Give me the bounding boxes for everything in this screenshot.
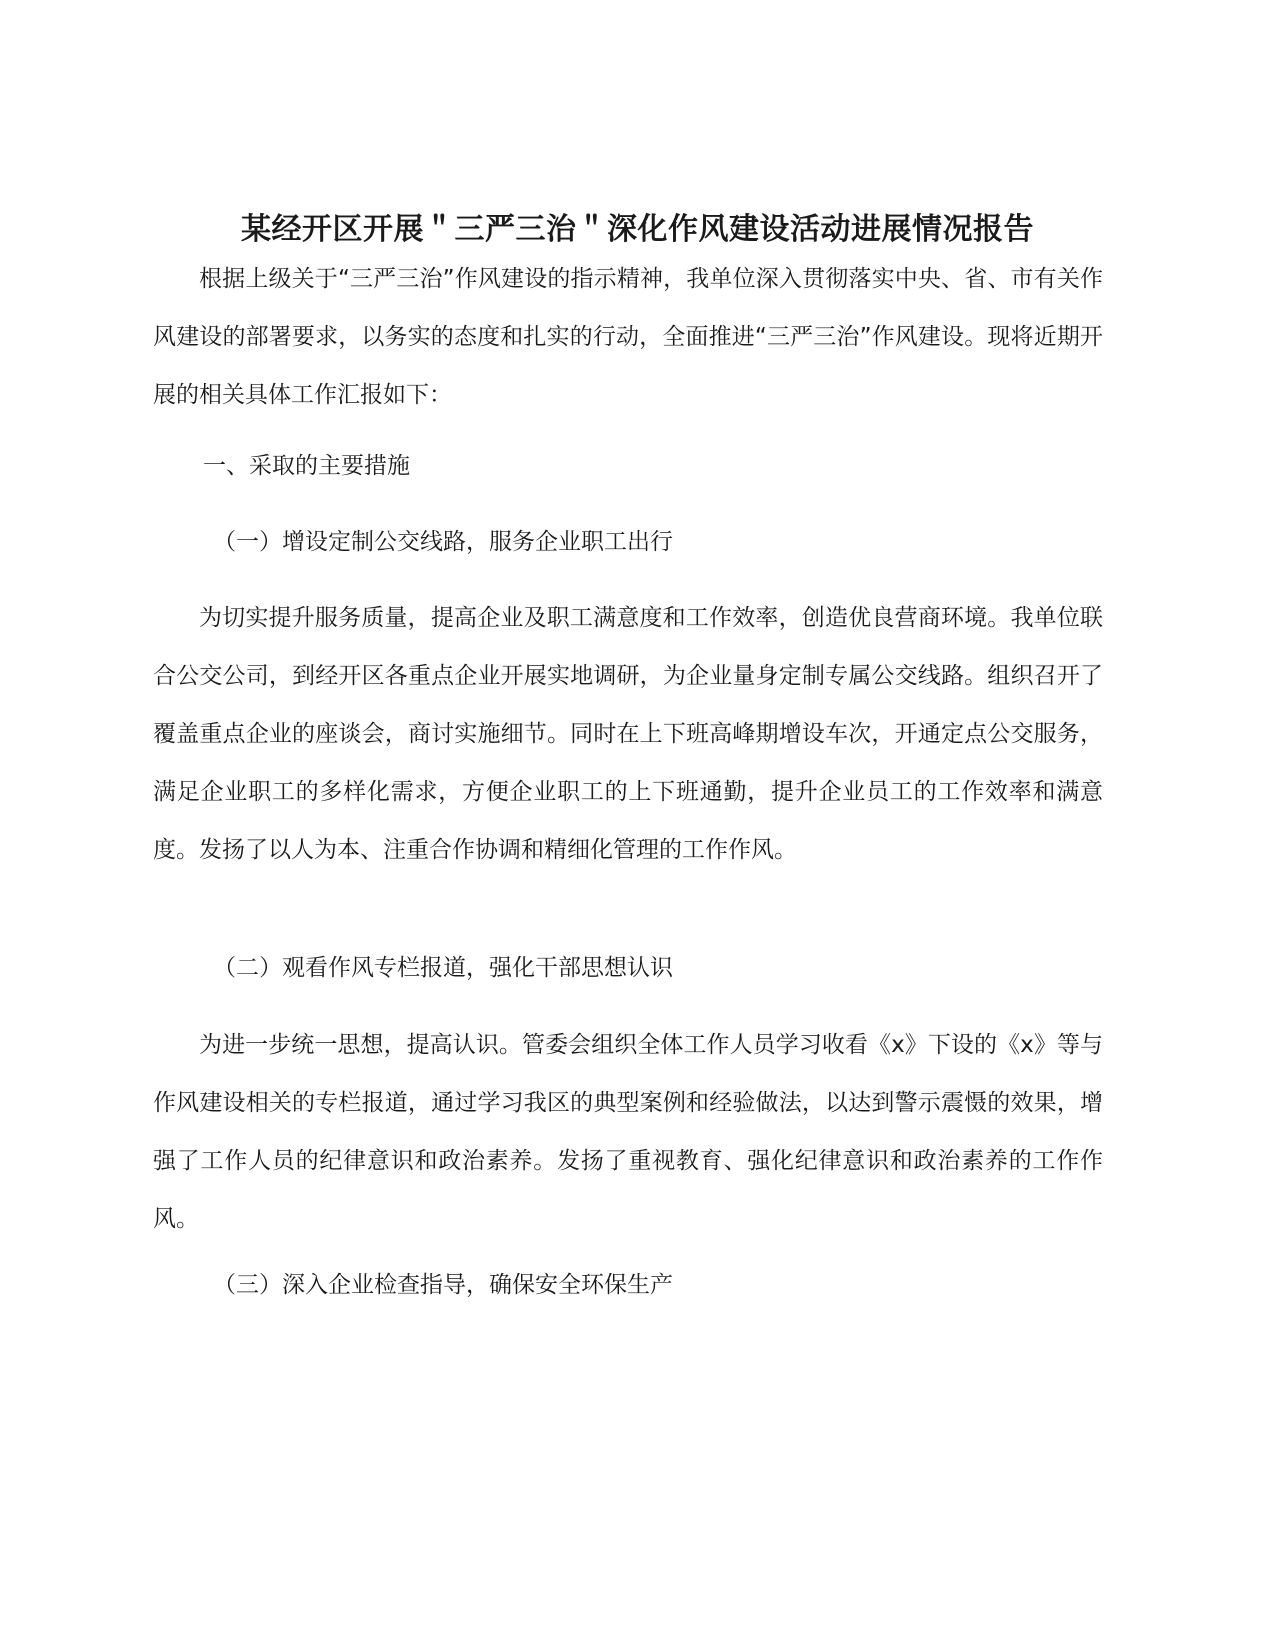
paragraph-bus: 为切实提升服务质量，提高企业及职工满意度和工作效率，创造优良营商环境。我单位联合公交公司，到经开区各重点企业开展实地调研，为企业量身定制专属公交线路。组织召开了覆盖重点企业的座谈会，商讨实施细节。同时在上下班高峰期增设车次，开通定点公交服务，满足企业职工的多样化需求，方便企业职工的上下班通勤，提升企业员工的工作效率和满意度。发扬了以人为本、注重合作协调和精细化管理的工作作风。 [153, 605, 1103, 863]
intro-paragraph: 根据上级关于“三严三治”作风建设的指示精神，我单位深入贯彻落实中央、省、市有关作风建设的部署要求，以务实的态度和扎实的行动，全面推进“三严三治”作风建设。现将近期开展的相关具体工作汇报如下： [153, 266, 1103, 408]
paragraph-reports: 为进一步统一思想，提高认识。管委会组织全体工作人员学习收看《x》下设的《x》等与作风建设相关的专栏报道，通过学习我区的典型案例和经验做法，以达到警示震慑的效果，增强了工作人员的纪律意识和政治素养。发扬了重视教育、强化纪律意识和政治素养的工作作风。 [153, 1032, 1103, 1232]
section-heading-measures: 一、采取的主要措施 [203, 453, 410, 479]
subsection-heading-bus: （一）增设定制公交线路，服务企业职工出行 [213, 529, 673, 555]
document-title: 某经开区开展＂三严三治＂深化作风建设活动进展情况报告 [241, 212, 1034, 248]
subsection-heading-safety: （三）深入企业检查指导，确保安全环保生产 [213, 1272, 673, 1298]
subsection-heading-reports: （二）观看作风专栏报道，强化干部思想认识 [213, 955, 673, 981]
